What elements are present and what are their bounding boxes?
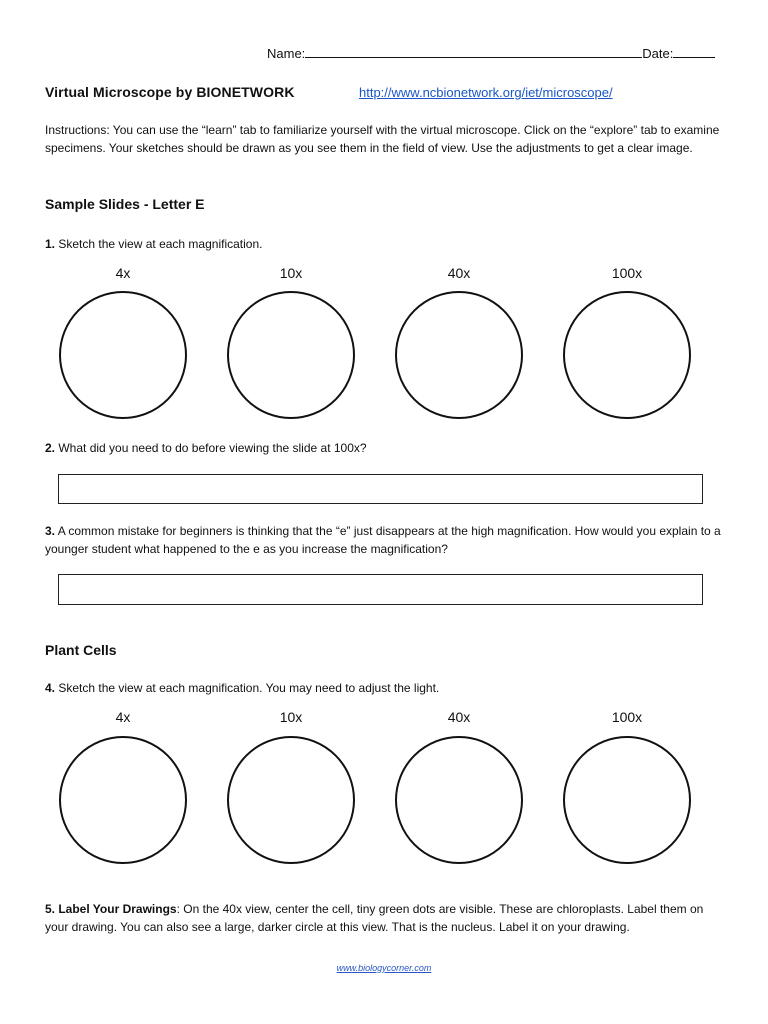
question-text: Sketch the view at each magnification. You may need to adjust the light. (58, 681, 440, 695)
question-number: 2. (45, 441, 56, 455)
magnification-label: 4x (115, 265, 131, 281)
question-5 (45, 900, 725, 936)
magnification-label: 4x (115, 709, 131, 725)
question-3 (45, 522, 725, 558)
question-text: What did you need to do before viewing the slide at 100x? (58, 441, 367, 455)
question-text: Sketch the view at each magnification. (58, 237, 263, 251)
sketch-circle-4x[interactable] (59, 291, 187, 419)
answer-box-q3[interactable] (58, 574, 703, 605)
question-label: 5. Label Your Drawings (45, 902, 177, 916)
magnification-label: 10x (279, 709, 303, 725)
sketch-circle-10x[interactable] (227, 736, 355, 864)
section-heading-letter-e: Sample Slides - Letter E (45, 196, 205, 212)
magnification-label: 40x (447, 709, 471, 725)
name-label: Name: (267, 46, 306, 61)
microscope-link[interactable]: http://www.ncbionetwork.org/iet/microscope/ (359, 85, 613, 100)
sketch-circle-40x[interactable] (395, 291, 523, 419)
instructions-text: Instructions: You can use the “learn” tab to familiarize yourself with the virtual microscope. Click on the “explore” tab to examine specimens. Your sketches should be drawn as you see them in the field of view. Use the adjustments to get a clear image. (45, 123, 720, 155)
question-4 (45, 679, 725, 697)
magnification-label: 100x (611, 265, 643, 281)
sketch-circle-100x[interactable] (563, 291, 691, 419)
date-label: Date: (642, 46, 674, 61)
sketch-circle-100x[interactable] (563, 736, 691, 864)
question-number: 3. (45, 524, 56, 538)
name-field[interactable] (305, 45, 642, 58)
question-number: 4. (45, 681, 56, 695)
question-2 (45, 439, 725, 457)
question-number: 1. (45, 237, 56, 251)
question-text: A common mistake for beginners is thinking that the “e” just disappears at the high magnification. How would you explain to a younger student what happened to the e as you increase the magnification? (45, 524, 721, 556)
answer-box-q2[interactable] (58, 474, 703, 504)
section-heading-plant-cells: Plant Cells (45, 642, 117, 658)
sketch-circle-4x[interactable] (59, 736, 187, 864)
page-title: Virtual Microscope by BIONETWORK (45, 84, 295, 100)
footer-link[interactable]: www.biologycorner.com (336, 963, 432, 973)
magnification-label: 100x (611, 709, 643, 725)
question-1 (45, 235, 725, 253)
question-text: : On the 40x view, center the cell, tiny green dots are visible. These are chloroplasts. Label them on your drawing. You can also see a large, darker circle at this view. That is the nucleus. Label it on your drawing. (45, 902, 704, 934)
sketch-circle-40x[interactable] (395, 736, 523, 864)
magnification-label: 10x (279, 265, 303, 281)
sketch-circle-10x[interactable] (227, 291, 355, 419)
name-date-row (267, 45, 715, 61)
magnification-label: 40x (447, 265, 471, 281)
date-field[interactable] (673, 45, 715, 58)
